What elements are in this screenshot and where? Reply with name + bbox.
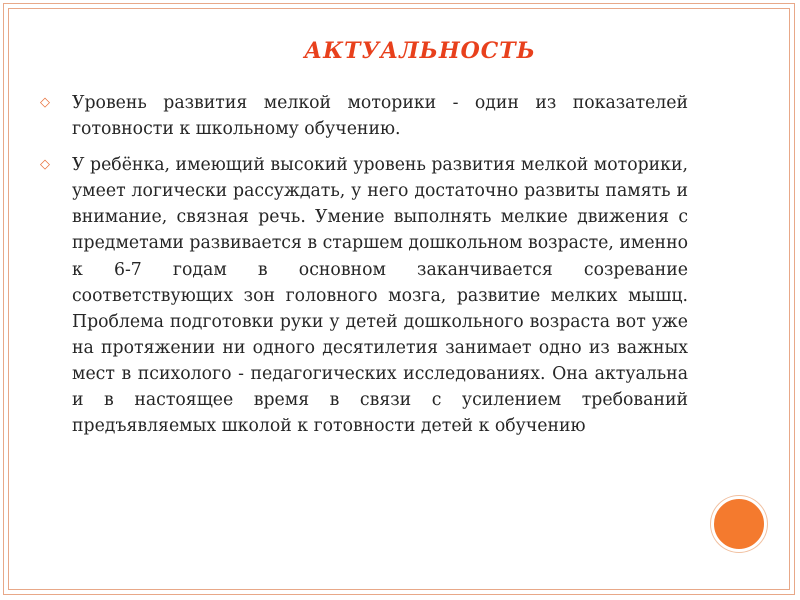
slide-content — [40, 90, 688, 449]
bullet-diamond-icon: ◇ — [40, 157, 50, 173]
decorative-orange-circle-icon — [711, 496, 767, 552]
slide-title: АКТУАЛЬНОСТЬ — [304, 38, 536, 64]
bullet-text-2: У ребёнка, имеющий высокий уровень развития мелкой моторики, умеет логически рассуждать, у него достаточно развиты память и внимание, связная речь. Умение выполнять мелкие движения с предметами развивается в старшем дошкольном возрасте, именно к 6-7 годам в основном заканчивается созревание соответствующих зон головного мозга, развитие мелких мышц. Проблема подготовки руки у детей дошкольного возраста вот уже на протяжении ни одного десятилетия занимает одно из важных мест в психолого - педагогических исследованиях. Она актуальна и в настоящее время в связи с усилением требований предъявляемых школой к готовности детей к обучению — [72, 155, 688, 437]
bullet-text-1: Уровень развития мелкой моторики - один из показателей готовности к школьному обучению. — [72, 93, 688, 140]
bullet-diamond-icon: ◇ — [40, 95, 50, 110]
bullet-item-1 — [40, 90, 688, 142]
bullet-item-2 — [40, 152, 688, 439]
